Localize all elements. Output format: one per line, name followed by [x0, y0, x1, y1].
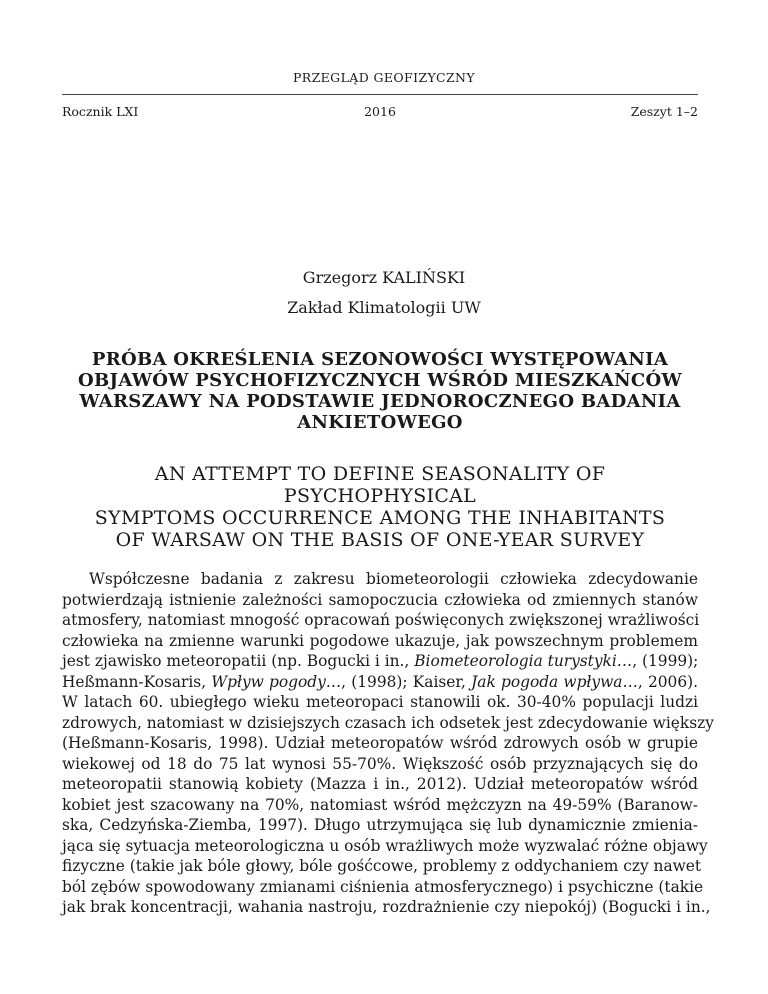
body-line: wiekowej od 18 do 75 lat wynosi 55-70%. Większość osób przyznających się do: [62, 754, 698, 773]
body-paragraph: [62, 569, 714, 918]
text: , (1999);: [632, 652, 699, 670]
body-line: [62, 672, 698, 693]
body-line: W latach 60. ubiegłego wieku meteoropaci stanowili ok. 30-40% populacji ludzi: [62, 693, 698, 711]
title-pl-line: ANKIETOWEGO: [297, 412, 463, 433]
body-line: kobiet jest szacowany na 70%, natomiast wśród mężczyzn na 49-59% (Baranow-: [62, 795, 698, 814]
text: jest zjawisko meteoropatii (np. Bogucki i in.,: [62, 652, 415, 670]
text: Heßmann-Kosaris,: [62, 672, 212, 691]
body-line: Współczesne badania z zakresu biometeorologii człowieka zdecydowanie: [89, 570, 698, 588]
body-line: zdrowych, natomiast w dzisiejszych czasach ich odsetek jest zdecydowanie większy: [62, 713, 714, 732]
title-english: [62, 463, 698, 551]
title-pl-line: PRÓBA OKREŚLENIA SEZONOWOŚCI WYSTĘPOWANIA: [91, 349, 669, 370]
body-line: atmosfery, natomiast mnogość opracowań poświęconych zwiększonej wrażliwości: [62, 611, 700, 629]
text: , (1998); Kaiser,: [341, 672, 472, 691]
title-pl-line: WARSZAWY NA PODSTAWIE JEDNOROCZNEGO BADANIA: [79, 391, 681, 412]
body-line: jak brak koncentracji, wahania nastroju, rozdrażnienie czy niepokój) (Bogucki i in.,: [62, 898, 711, 916]
citation-title: Biometeorologia turystyki…: [414, 652, 633, 670]
body-line: ból zębów spowodowany zmianami ciśnienia atmosferycznego) i psychiczne (takie: [62, 877, 704, 896]
title-en-line: SYMPTOMS OCCURRENCE AMONG THE INHABITANTS: [94, 507, 666, 529]
author-name: Grzegorz KALIŃSKI: [302, 268, 466, 287]
body-line: (Heßmann-Kosaris, 1998). Udział meteoropatów wśród zdrowych osób w grupie: [62, 734, 698, 752]
title-polish: [62, 349, 698, 433]
text: , 2006).: [637, 672, 699, 691]
title-en-line: OF WARSAW ON THE BASIS OF ONE-YEAR SURVEY: [115, 529, 645, 551]
header-rule: [62, 94, 698, 95]
year: 2016: [364, 104, 396, 119]
body-line: fizyczne (takie jak bóle głowy, bóle gośćcowe, problemy z oddychaniem czy nawet: [62, 857, 702, 875]
volume: Rocznik LXI: [62, 104, 139, 119]
title-pl-line: OBJAWÓW PSYCHOFIZYCZNYCH WŚRÓD MIESZKAŃCÓW: [78, 370, 682, 391]
title-en-line: AN ATTEMPT TO DEFINE SEASONALITY OF PSYCHOPHYSICAL: [154, 463, 606, 507]
journal-title: PRZEGLĄD GEOFIZYCZNY: [292, 70, 476, 85]
author-affiliation: Zakład Klimatologii UW: [287, 298, 481, 317]
body-line: potwierdzają istnienie zależności samopoczucia człowieka od zmiennych stanów: [62, 590, 698, 609]
body-line: jąca się sytuacja meteorologiczna u osób wrażliwych może wyzwalać różne objawy: [62, 836, 708, 855]
body-line: ska, Cedzyńska-Ziemba, 1997). Długo utrzymująca się lub dynamicznie zmienia-: [62, 816, 698, 834]
issue-meta: [62, 104, 698, 120]
body-line: [62, 651, 698, 672]
citation-title: Jak pogoda wpływa…: [471, 672, 638, 691]
citation-title: Wpływ pogody…: [211, 672, 342, 691]
body-line: człowieka na zmienne warunki pogodowe ukazuje, jak powszechnym problemem: [62, 631, 698, 650]
body-line: meteoropatii stanowią kobiety (Mazza i in., 2012). Udział meteoropatów wśród: [62, 775, 698, 793]
issue-number: Zeszyt 1–2: [630, 104, 698, 119]
